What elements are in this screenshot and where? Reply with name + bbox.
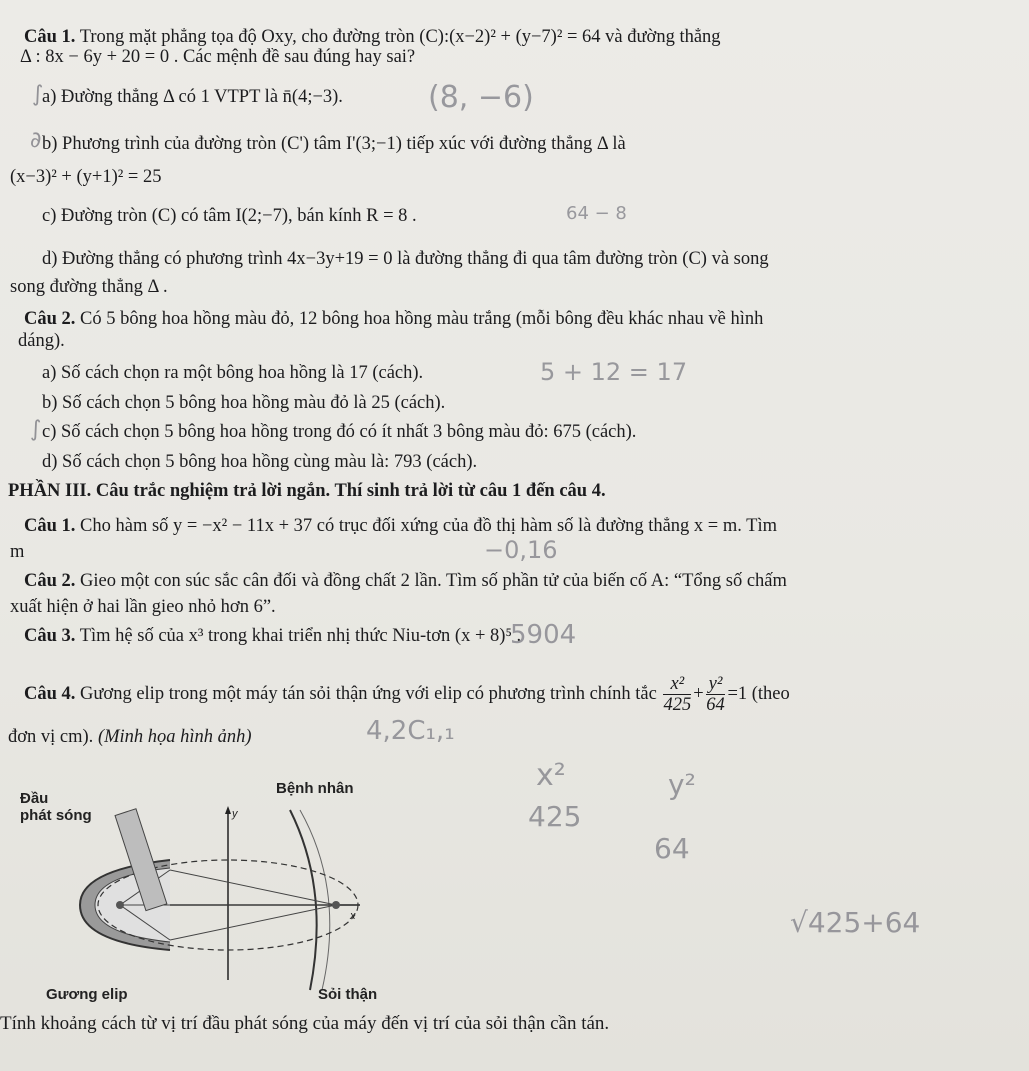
part3-heading: PHẦN III. Câu trắc nghiệm trả lời ngắn. Thí sinh trả lời từ câu 1 đến câu 4. <box>8 481 606 501</box>
part3-q2-line2: xuất hiện ở hai lần gieo nhỏ hơn 6”. <box>10 597 276 617</box>
margin-mark-b: ∂ <box>30 128 42 153</box>
cau1-statement-d-line2: song đường thẳng Δ . <box>10 277 168 297</box>
margin-mark-c: ∫ <box>30 417 42 442</box>
handwriting-x2: x² <box>536 758 566 793</box>
final-question: Tính khoảng cách từ vị trí đầu phát sóng của máy đến vị trí của sỏi thận cần tán. <box>0 1013 610 1034</box>
part3-q3: Câu 3. Tìm hệ số của x³ trong khai triển nhị thức Niu-tơn (x + 8)⁵ . <box>24 626 522 646</box>
cau1-intro: Câu 1. Trong mặt phẳng tọa độ Oxy, cho đường tròn (C):(x−2)² + (y−7)² = 64 và đường thẳng <box>24 27 721 47</box>
label-axis-x: x <box>350 910 356 922</box>
part3-q4: Câu 4. Gương elip trong một máy tán sỏi thận ứng với elip có phương trình chính tắc $\frac{\text{x²}}{425}$ + $\frac{\text{y²}}{64}$ =1 (theo <box>24 674 790 716</box>
label-patient: Bệnh nhân <box>276 780 354 797</box>
label-kidney-stone: Sỏi thận <box>318 986 378 1003</box>
part3-q1: Câu 1. Cho hàm số y = −x² − 11x + 37 có trục đối xứng của đồ thị hàm số là đường thẳng x = m. Tìm <box>24 516 777 536</box>
handwriting-radius: 64 − 8 <box>566 203 627 224</box>
label-ellipse-mirror: Gương elip <box>46 986 128 1003</box>
cau2-statement-d: d) Số cách chọn 5 bông hoa hồng cùng màu là: 793 (cách). <box>42 452 478 472</box>
handwriting-sum: 5 + 12 = 17 <box>540 358 688 386</box>
handwriting-y2: y² <box>668 768 696 801</box>
fraction-x2-425: $\frac{\text{x²}}{425}$ <box>663 674 692 716</box>
cau2-statement-a: a) Số cách chọn ra một bông hoa hồng là 17 (cách). <box>42 363 424 383</box>
handwriting-q3-answer: 5904 <box>510 620 577 650</box>
cau1-statement-a: a) Đường thẳng Δ có 1 VTPT là n̄(4;−3). <box>42 87 343 107</box>
label-axis-y: y <box>232 808 238 820</box>
margin-mark-a: ∫ <box>32 82 44 107</box>
cau2-statement-c: c) Số cách chọn 5 bông hoa hồng trong đó có ít nhất 3 bông màu đỏ: 675 (cách). <box>42 422 637 442</box>
cau1-statement-c: c) Đường tròn (C) có tâm I(2;−7), bán kính R = 8 . <box>42 206 417 226</box>
handwriting-sqrt: √425+64 <box>790 906 921 939</box>
ellipse-mirror-diagram <box>60 780 380 1000</box>
fraction-y2-64: $\frac{\text{y²}}{64}$ <box>706 674 725 716</box>
cau2-intro: Câu 2. Có 5 bông hoa hồng màu đỏ, 12 bông hoa hồng màu trắng (mỗi bông đều khác nhau về hình <box>24 309 764 329</box>
cau1-intro-line2: Δ : 8x − 6y + 20 = 0 . Các mệnh đề sau đúng hay sai? <box>20 47 416 67</box>
wave-source-dot <box>116 901 124 909</box>
part3-q1-line2: m <box>10 542 25 562</box>
part3-q4-line2: đơn vị cm). (Minh họa hình ảnh) <box>8 727 252 747</box>
handwriting-64: 64 <box>654 832 690 865</box>
handwriting-q4-note: 4,2C₁,₁ <box>366 716 455 746</box>
cau1-statement-b-equation: (x−3)² + (y+1)² = 25 <box>10 167 162 187</box>
handwriting-q1-answer: −0,16 <box>484 536 558 564</box>
cau1-statement-b: b) Phương trình của đường tròn (C') tâm I'(3;−1) tiếp xúc với đường thẳng Δ là <box>42 134 626 154</box>
lithotripter-illustration <box>20 780 380 1003</box>
cau2-statement-b: b) Số cách chọn 5 bông hoa hồng màu đỏ là 25 (cách). <box>42 393 446 413</box>
cau1-statement-d: d) Đường thẳng có phương trình 4x−3y+19 = 0 là đường thẳng đi qua tâm đường tròn (C) và song <box>42 249 769 269</box>
handwriting-vtpt: (8, −6) <box>428 80 534 115</box>
part3-q2: Câu 2. Gieo một con súc sắc cân đối và đồng chất 2 lần. Tìm số phần tử của biến cố A: “Tổng số chấm <box>24 571 787 591</box>
cau2-intro-line2: dáng). <box>18 331 65 351</box>
label-wave-source: Đầu phát sóng <box>20 790 92 824</box>
kidney-stone-dot <box>332 901 340 909</box>
handwriting-425: 425 <box>528 800 582 833</box>
